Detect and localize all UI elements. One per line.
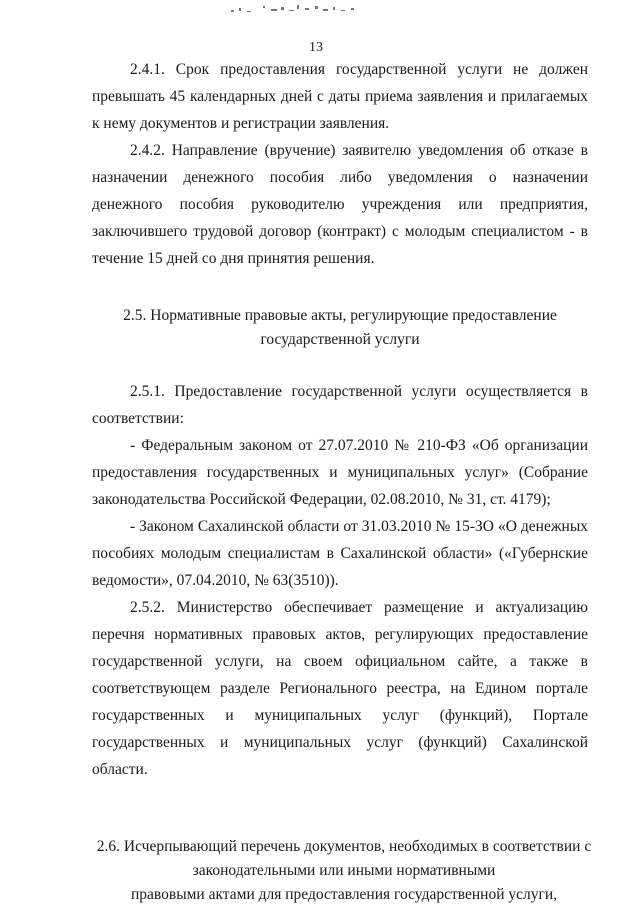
paragraph-2-4-1: 2.4.1. Срок предоставления государственной услуги не должен превышать 45 календарных дней с даты приема заявления и прилагаемых к нему документов и регистрации заявления. [92, 61, 588, 132]
paragraph-2-5-2: 2.5.2. Министерство обеспечивает размещение и актуализацию перечня нормативных правовых актов, регулирующих предоставление государственной услуги, на своем официальном сайте, а также в соответствующем разделе Регионального реестра, на Едином портале государственных и муниципальных услуг (функций), Портале государственных и муниципальных услуг (функций) Сахалинской области. [92, 599, 588, 778]
paragraph-2-5-1: 2.5.1. Предоставление государственной услуги осуществляется в соответствии: [92, 383, 588, 427]
section-heading-2-5 [92, 304, 588, 352]
section-heading-2-6-line-2: законодательными или иными нормативными [192, 862, 496, 879]
section-heading-2-5-line-1: 2.5. Нормативные правовые акты, регулирующие предоставление [123, 307, 557, 324]
section-heading-2-6-line-1: 2.6. Исчерпывающий перечень документов, необходимых в соответствии с [96, 838, 592, 855]
section-heading-2-6 [84, 835, 604, 907]
scan-noise-marks [225, 2, 365, 18]
paragraph-2-4-2: 2.4.2. Направление (вручение) заявителю уведомления об отказе в назначении денежного пособия либо уведомления о назначении денежного пособия руководителю учреждения или предприятия, заключившего трудовой договор (контракт) с молодым специалистом - в течение 15 дней со дня принятия решения. [92, 142, 588, 267]
section-heading-2-5-line-2: государственной услуги [260, 331, 420, 348]
list-item-regional-law: - Законом Сахалинской области от 31.03.2010 № 15-ЗО «О денежных пособиях молодым специалистам в Сахалинской области» («Губернские ведомости», 07.04.2010, № 63(3510)). [92, 518, 588, 589]
page-number: 13 [309, 40, 323, 55]
section-heading-2-6-line-3: правовыми актами для предоставления государственной услуги, [130, 886, 558, 903]
list-item-federal-law: - Федеральным законом от 27.07.2010 № 210-ФЗ «Об организации предоставления государственных и муниципальных услуг» (Собрание законодательства Российской Федерации, 02.08.2010, № 31, ст. 4179); [92, 437, 588, 508]
document-body [92, 56, 592, 907]
